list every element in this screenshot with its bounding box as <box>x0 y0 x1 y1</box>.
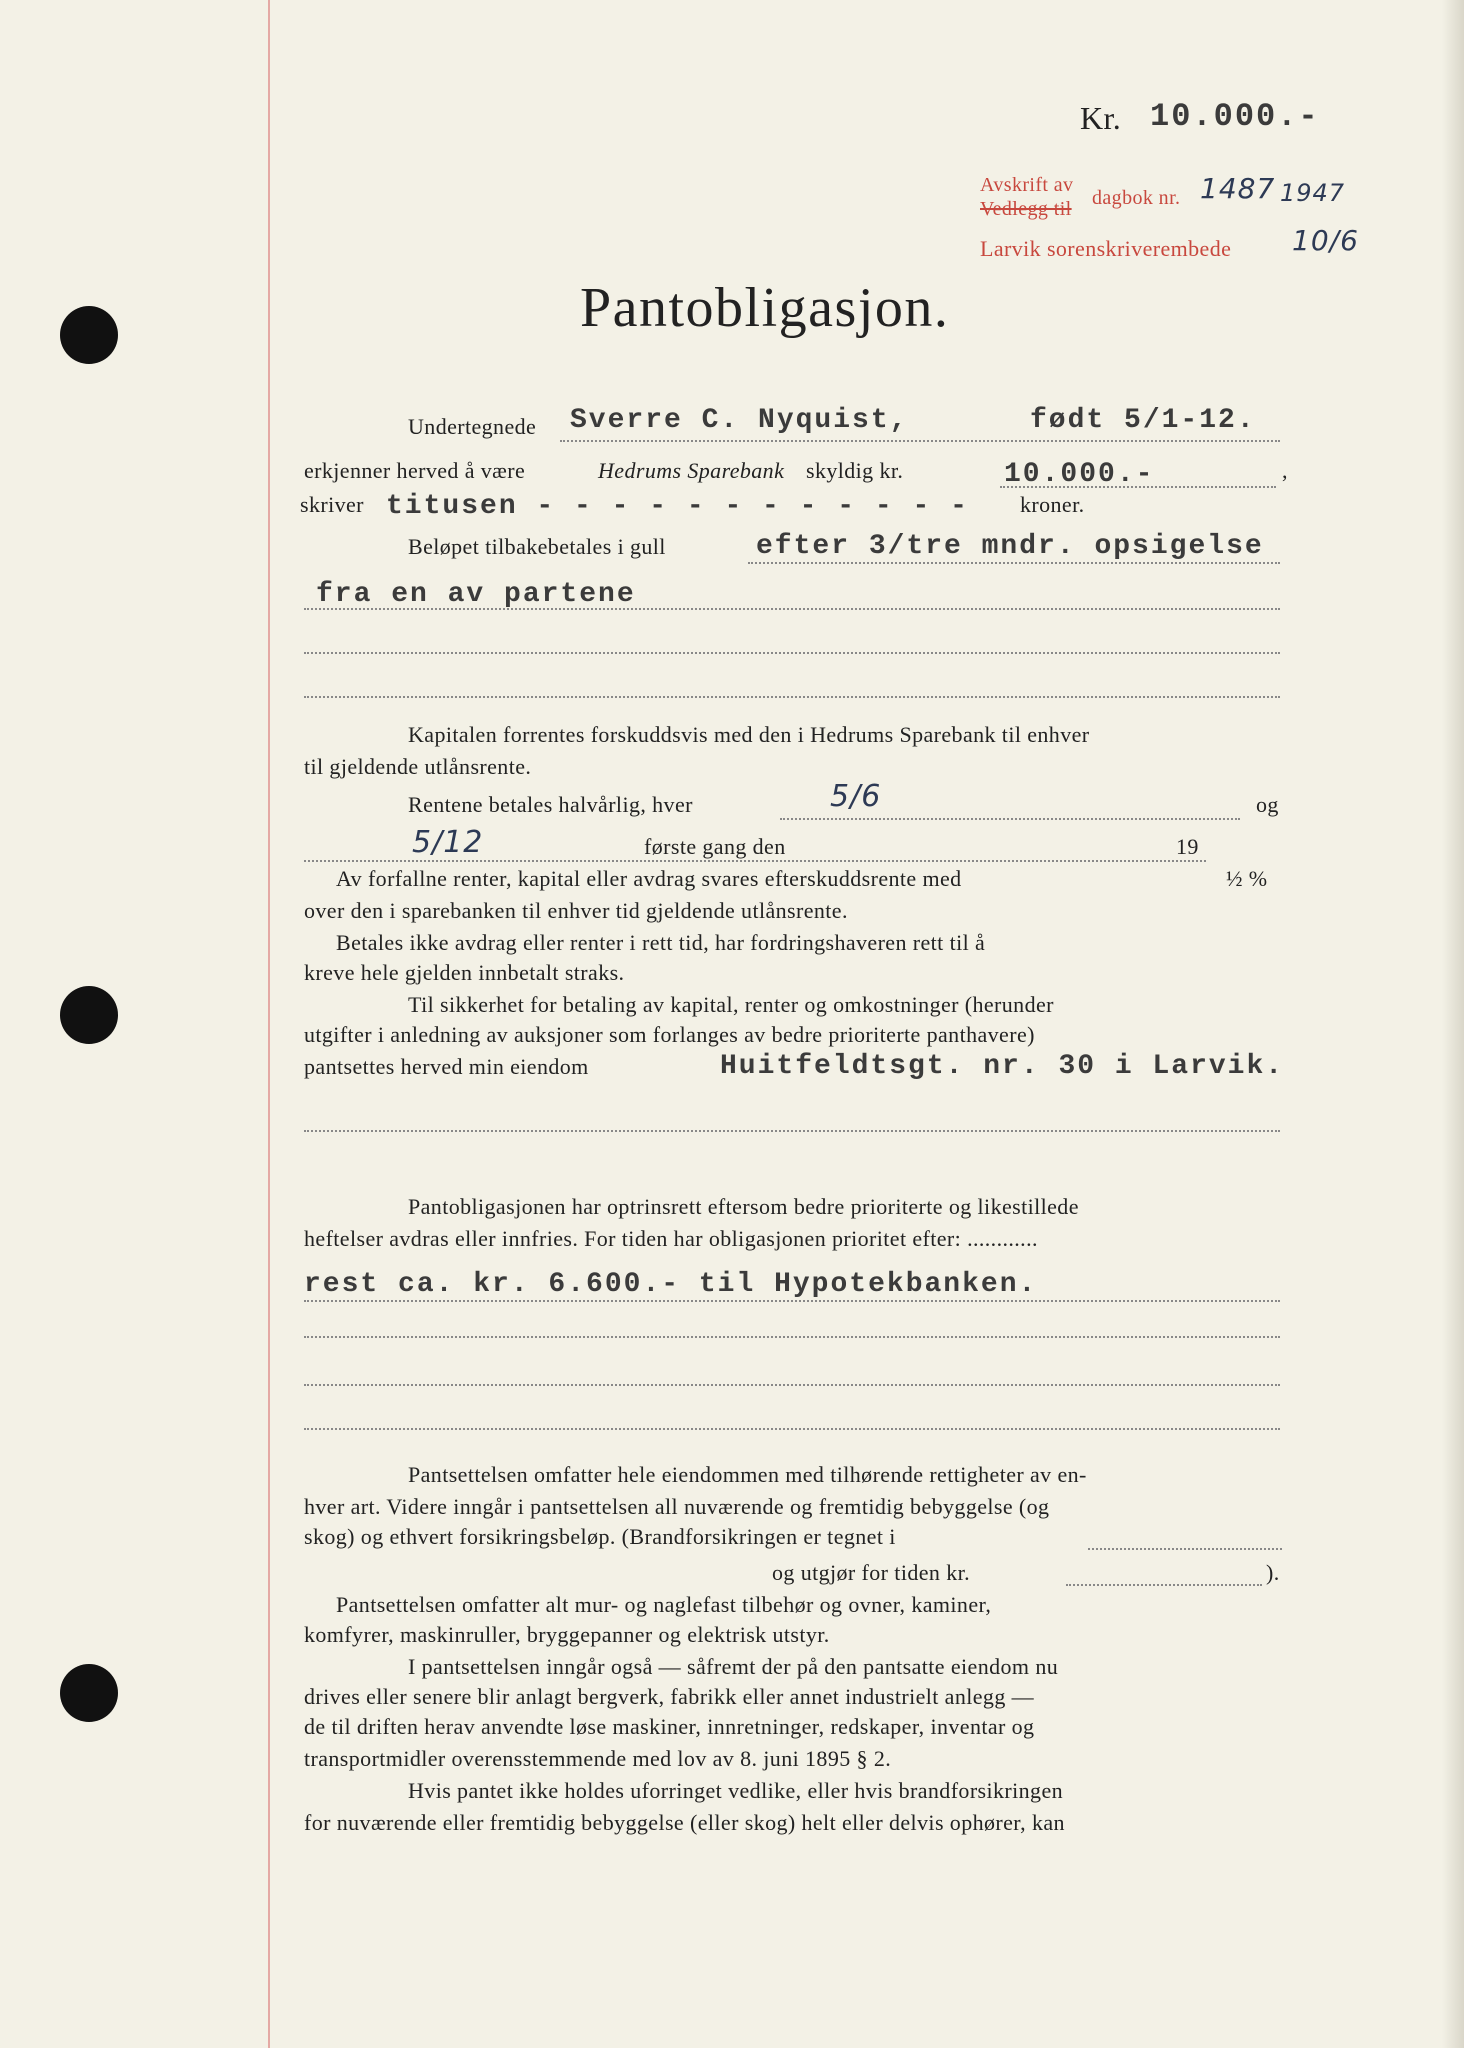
scope-text-12: for nuværende eller fremtidig bebyggelse (eller skog) helt eller delvis ophører, kan <box>304 1810 1065 1835</box>
dagbok-year: 1947 <box>1280 179 1346 207</box>
dotted-line <box>748 562 1280 564</box>
punch-hole-bottom <box>60 1664 118 1722</box>
dotted-line <box>1088 1548 1282 1550</box>
interest-text-6: kreve hele gjelden innbetalt straks. <box>304 960 625 985</box>
undertegnede-label: Undertegnede <box>408 414 537 439</box>
stamp-dagbok: dagbok nr. <box>1092 187 1181 209</box>
punch-hole-middle <box>60 986 118 1044</box>
interest-text-3: Av forfallne renter, kapital eller avdrag svares efterskuddsrente med <box>336 866 962 891</box>
og-text: og <box>1256 792 1279 817</box>
priority-typed: rest ca. kr. 6.600.- til Hypotekbanken. <box>304 1269 1038 1300</box>
interest-text-5: Betales ikke avdrag eller renter i rett tid, har fordringshaveren rett til å <box>336 930 986 955</box>
scope-text-5: Pantsettelsen omfatter alt mur- og naglefast tilbehør og ovner, kaminer, <box>336 1592 992 1617</box>
page-edge <box>1442 0 1464 2048</box>
year-19: 19 <box>1176 834 1199 859</box>
scope-text-10: transportmidler overensstemmende med lov av 8. juni 1895 § 2. <box>304 1746 892 1771</box>
amount-in-words: titusen - - - - - - - - - - - - <box>386 491 969 522</box>
interest-percent: ½ % <box>1226 866 1268 891</box>
skriver-label: skriver <box>300 492 364 517</box>
document-title: Pantobligasjon. <box>580 277 950 339</box>
repayment-terms-2: fra en av partene <box>316 579 636 610</box>
interest-text-9: pantsettes herved min eiendom <box>304 1054 589 1079</box>
property-description: Huitfeldtsgt. nr. 30 i Larvik. <box>720 1051 1285 1082</box>
scope-text-9: de til driften herav anvendte løse maskiner, innretninger, redskaper, inventar og <box>304 1714 1035 1739</box>
punch-hole-top <box>60 306 118 364</box>
margin-rule <box>268 0 270 2048</box>
comma: , <box>1282 458 1288 483</box>
dotted-line <box>304 1300 1280 1302</box>
scope-text-11: Hvis pantet ikke holdes uforringet vedlike, eller hvis brandforsikringen <box>408 1778 1064 1803</box>
kroner-label: kroner. <box>1020 492 1085 517</box>
dotted-line <box>1066 1584 1262 1586</box>
scope-text-8: drives eller senere blir anlagt bergverk, fabrikk eller annet industrielt anlegg — <box>304 1684 1035 1709</box>
scope-text-4b: ). <box>1266 1560 1280 1585</box>
dotted-line <box>304 608 1280 610</box>
dotted-line <box>304 1428 1280 1430</box>
scope-text-2: hver art. Videre inngår i pantsettelsen all nuværende og fremtidig bebyggelse (og <box>304 1494 1050 1519</box>
dotted-line <box>304 860 1206 862</box>
scope-text-1: Pantsettelsen omfatter hele eiendommen med tilhørende rettigheter av en- <box>408 1462 1087 1487</box>
bank-name: Hedrums Sparebank <box>598 458 785 483</box>
skyldig-text: skyldig kr. <box>806 458 904 483</box>
interest-text-8: utgifter i anledning av auksjoner som forlanges av bedre prioriterte panthavere) <box>304 1022 1035 1047</box>
interest-text-1: Kapitalen forrentes forskuddsvis med den i Hedrums Sparebank til enhver <box>408 722 1090 747</box>
kr-amount: 10.000.- <box>1150 98 1320 135</box>
dotted-line <box>560 440 1280 442</box>
stamp-date: 10/6 <box>1292 224 1359 257</box>
dotted-line <box>304 652 1280 654</box>
interest-date-2: 5/12 <box>412 825 484 860</box>
interest-text-4: over den i sparebanken til enhver tid gjeldende utlånsrente. <box>304 898 848 923</box>
debt-amount: 10.000.- <box>1004 459 1155 490</box>
dotted-line <box>304 1336 1280 1338</box>
priority-text-2: heftelser avdras eller innfries. For tiden har obligasjonen prioritet efter: ............ <box>304 1226 1038 1251</box>
repayment-terms-1: efter 3/tre mndr. opsigelse <box>756 531 1264 562</box>
dotted-line <box>1000 486 1276 488</box>
interest-text-7: Til sikkerhet for betaling av kapital, renter og omkostninger (herunder <box>408 992 1054 1017</box>
stamp-avskrift: Avskrift av <box>980 174 1074 196</box>
repayment-label: Beløpet tilbakebetales i gull <box>408 534 666 559</box>
interest-text-2: til gjeldende utlånsrente. <box>304 754 532 779</box>
forste-gang-text: første gang den <box>644 834 786 859</box>
debtor-name: Sverre C. Nyquist, <box>570 405 909 436</box>
priority-text-1: Pantobligasjonen har optrinsrett eftersom bedre prioriterte og likestillede <box>408 1194 1079 1219</box>
scope-text-7: I pantsettelsen inngår også — såfremt der på den pantsatte eiendom nu <box>408 1654 1059 1679</box>
dotted-line <box>304 696 1280 698</box>
debtor-born: født 5/1-12. <box>1030 405 1256 436</box>
kr-label: Kr. <box>1080 100 1122 136</box>
dotted-line <box>304 1130 1280 1132</box>
dagbok-number: 1487 <box>1200 172 1276 205</box>
erkjenner-text: erkjenner herved å være <box>304 458 526 483</box>
scope-text-4a: og utgjør for tiden kr. <box>772 1560 971 1585</box>
dotted-line <box>304 1384 1280 1386</box>
stamp-office: Larvik sorenskriverembede <box>980 236 1232 261</box>
stamp-vedlegg: Vedlegg til <box>980 198 1072 220</box>
dotted-line <box>780 818 1240 820</box>
interest-date-1: 5/6 <box>830 779 882 814</box>
scope-text-3: skog) og ethvert forsikringsbeløp. (Brandforsikringen er tegnet i <box>304 1524 896 1549</box>
scope-text-6: komfyrer, maskinruller, bryggepanner og elektrisk utstyr. <box>304 1622 830 1647</box>
halvarlig-text: Rentene betales halvårlig, hver <box>408 792 693 817</box>
